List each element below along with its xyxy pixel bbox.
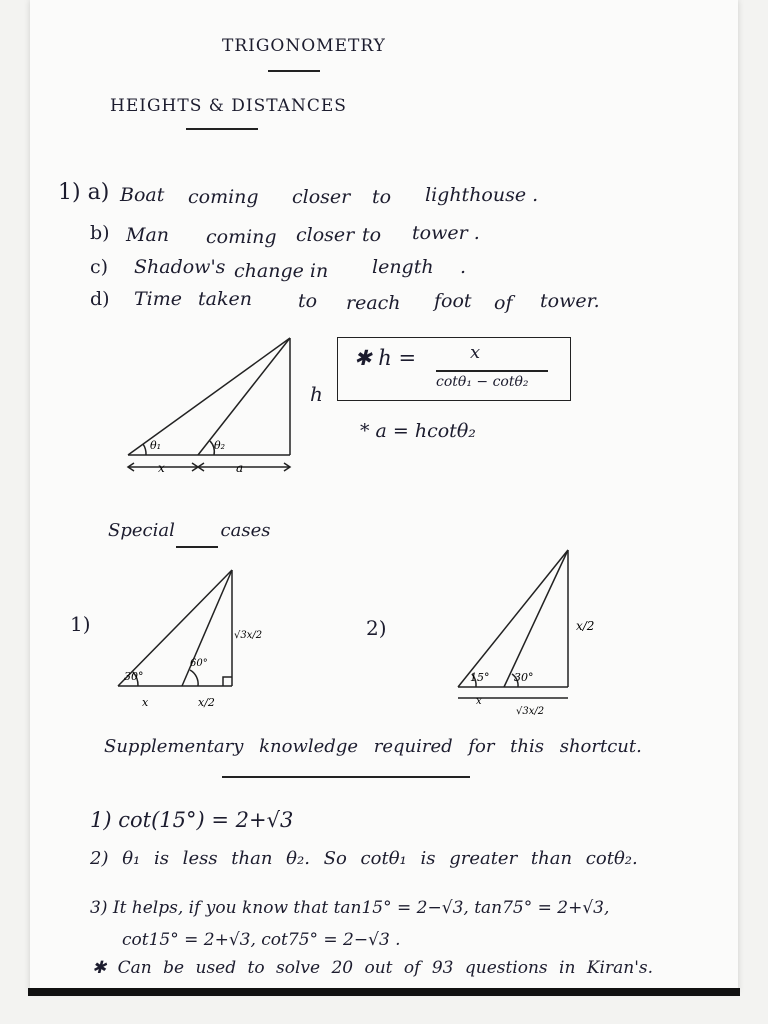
h-formula-lhs: ✱ h = bbox=[354, 346, 417, 370]
supp-item-3-continued: cot15° = 2+√3, cot75° = 2−√3 . bbox=[122, 930, 401, 950]
list-item-d-marker: d) bbox=[90, 288, 110, 310]
list-item-a-word: lighthouse . bbox=[425, 184, 539, 206]
case1-number: 1) bbox=[70, 612, 91, 636]
a-formula: * a = hcotθ₂ bbox=[360, 420, 476, 442]
case1-base1: x bbox=[142, 696, 149, 709]
case2-base2: √3x/2 bbox=[516, 706, 545, 717]
list-item-a-word: Boat bbox=[120, 184, 165, 206]
case1-angle1: 30° bbox=[124, 670, 144, 683]
a-label: a bbox=[236, 461, 244, 475]
list-item-d-word: reach bbox=[346, 292, 401, 314]
fraction-bar bbox=[436, 370, 548, 372]
case1-hypotenuse-1 bbox=[118, 570, 232, 686]
theta2-label: θ₂ bbox=[214, 439, 226, 452]
list-item-b-word: tower . bbox=[412, 222, 480, 244]
list-item-a-word: closer bbox=[292, 186, 351, 208]
supplementary-heading: Supplementary knowledge required for this shortcut. bbox=[104, 736, 642, 757]
list-item-d-word: foot bbox=[434, 290, 472, 312]
list-item-b-marker: b) bbox=[90, 222, 110, 244]
case1-triangle-diagram bbox=[110, 562, 270, 712]
case1-base2: x/2 bbox=[198, 696, 215, 709]
supp-item-1: 1) cot(15°) = 2+√3 bbox=[90, 808, 294, 832]
list-item-c-word: Shadow's bbox=[134, 256, 226, 278]
page-title: TRIGONOMETRY bbox=[222, 36, 386, 56]
case1-angle2: 60° bbox=[190, 658, 208, 669]
supp-item-note: ✱ Can be used to solve 20 out of 93 questions in Kiran's. bbox=[92, 958, 653, 978]
list-item-b-word: coming bbox=[206, 226, 277, 248]
case2-height: x/2 bbox=[576, 619, 595, 633]
list-item-c-word: change in bbox=[234, 260, 329, 282]
page-bottom-edge bbox=[28, 988, 740, 996]
case2-angle1: 15° bbox=[470, 671, 490, 684]
hypotenuse-2 bbox=[198, 338, 290, 455]
main-triangle-diagram bbox=[110, 330, 310, 480]
case2-number: 2) bbox=[366, 616, 387, 640]
x-label: x bbox=[158, 461, 165, 475]
title-underline bbox=[268, 70, 320, 72]
list-item-d-word: of bbox=[494, 292, 513, 314]
list-item-d-word: to bbox=[298, 290, 318, 312]
list-item-c-word: . bbox=[460, 256, 467, 278]
h-formula-numerator: x bbox=[470, 342, 481, 363]
hypotenuse-1 bbox=[128, 338, 290, 455]
list-item-d-word: taken bbox=[198, 288, 252, 310]
case2-triangle-diagram bbox=[440, 542, 610, 722]
special-cases-heading: Special cases bbox=[108, 520, 271, 541]
case1-right-angle bbox=[223, 677, 232, 686]
h-formula-denominator: cotθ₁ − cotθ₂ bbox=[436, 374, 529, 390]
subtitle-underline bbox=[186, 128, 258, 130]
list-item-a-word: to bbox=[372, 186, 392, 208]
height-label: h bbox=[310, 382, 323, 406]
list-item-b-word: Man bbox=[126, 224, 170, 246]
list-item-a-marker: 1) a) bbox=[58, 180, 110, 205]
supp-item-2: 2) θ₁ is less than θ₂. So cotθ₁ is greater than cotθ₂. bbox=[90, 848, 638, 869]
list-item-b-word: closer bbox=[296, 224, 355, 246]
case2-angle2: 30° bbox=[514, 671, 534, 684]
list-item-c-marker: c) bbox=[90, 256, 109, 278]
notebook-page bbox=[30, 0, 738, 992]
list-item-b-word: to bbox=[362, 224, 382, 246]
theta1-label: θ₁ bbox=[150, 439, 162, 452]
list-item-d-word: tower. bbox=[540, 290, 600, 312]
supplementary-underline bbox=[222, 776, 470, 778]
case2-base1: x bbox=[476, 696, 482, 707]
case1-angle2-arc bbox=[190, 670, 198, 686]
page-subtitle: HEIGHTS & DISTANCES bbox=[110, 96, 347, 116]
list-item-a-word: coming bbox=[188, 186, 259, 208]
list-item-d-word: Time bbox=[134, 288, 183, 310]
case1-height: √3x/2 bbox=[234, 630, 263, 641]
list-item-c-word: length bbox=[372, 256, 434, 278]
theta1-arc bbox=[143, 444, 146, 455]
supp-item-3: 3) It helps, if you know that tan15° = 2−√3, tan75° = 2+√3, bbox=[90, 898, 610, 918]
special-cases-underline bbox=[176, 546, 218, 548]
